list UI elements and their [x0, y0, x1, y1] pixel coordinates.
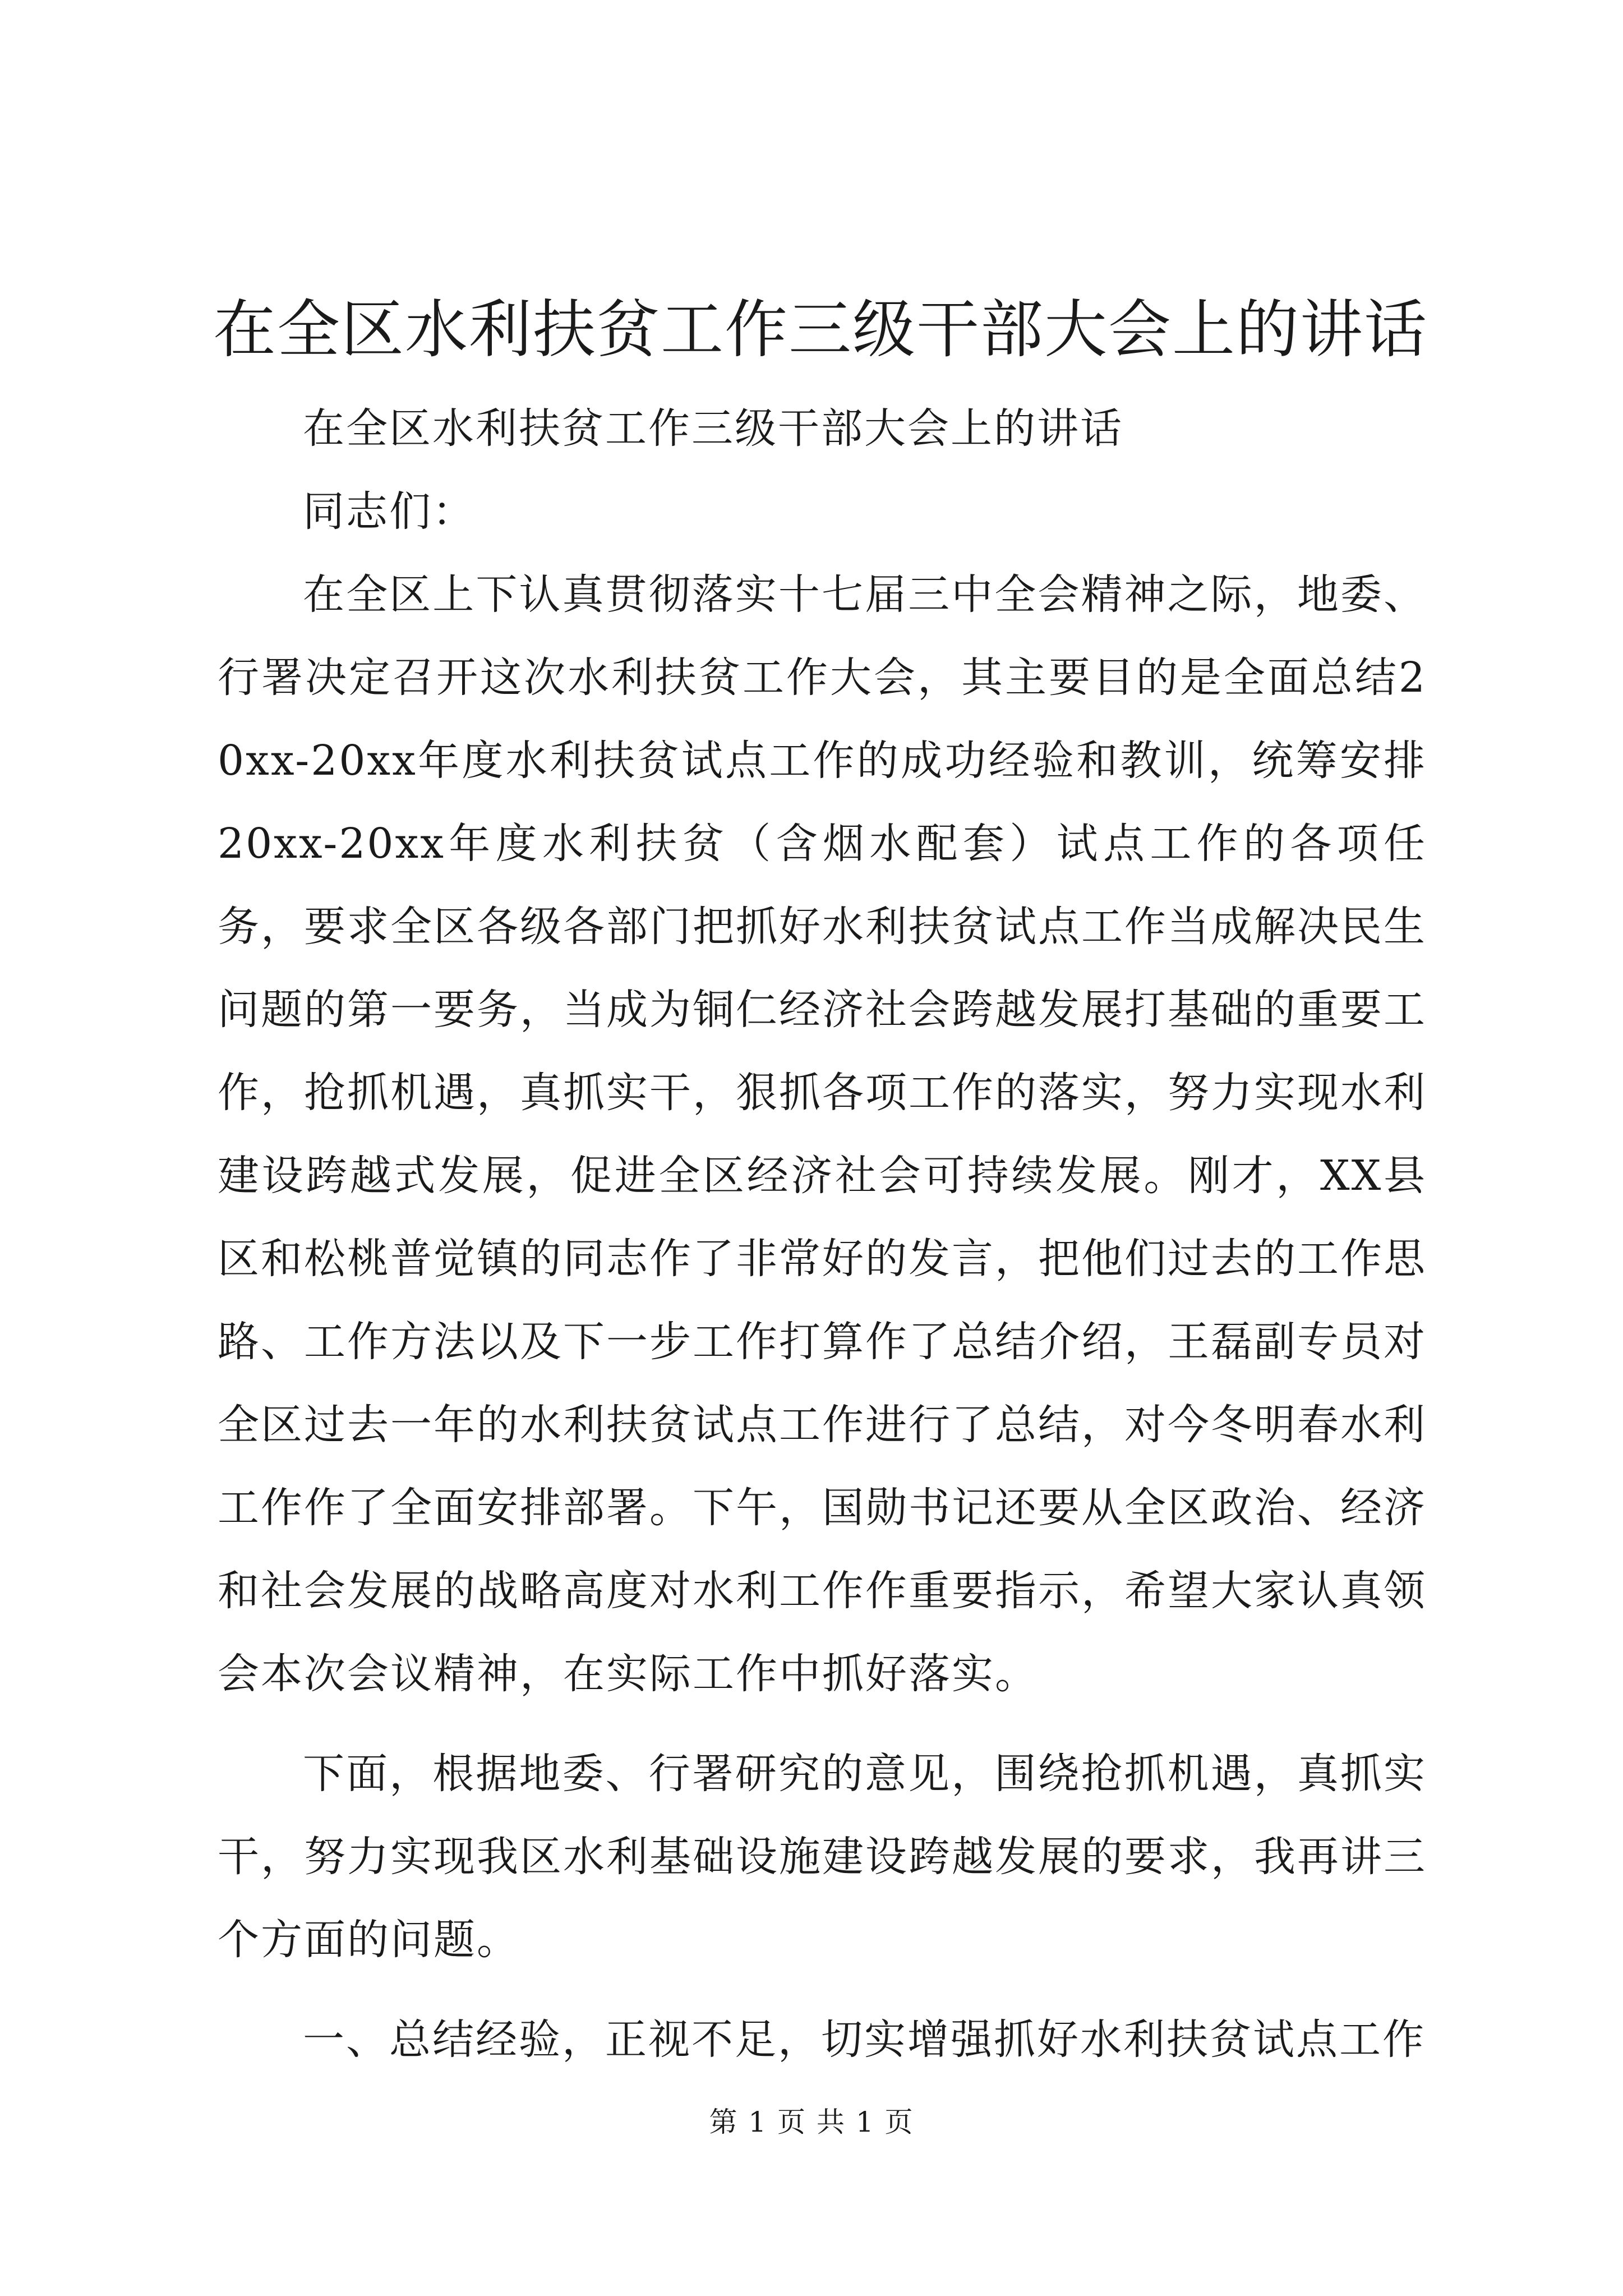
page-footer: 第 1 页 共 1 页	[709, 2106, 914, 2138]
document-body	[218, 387, 1427, 2081]
paragraph-2: 下面，根据地委、行署研究的意见，围绕抢抓机遇，真抓实干，努力实现我区水利基础设施建设跨越发展的要求，我再讲三个方面的问题。	[218, 1750, 1427, 1964]
paragraph-1: 在全区上下认真贯彻落实十七届三中全会精神之际，地委、行署决定召开这次水利扶贫工作大会，其主要目的是全面总结20xx-20xx年度水利扶贫试点工作的成功经验和教训，统筹安排20xx-20xx年度水利扶贫（含烟水配套）试点工作的各项任务，要求全区各级各部门把抓好水利扶贫试点工作当成解决民生问题的第一要务，当成为铜仁经济社会跨越发展打基础的重要工作，抢抓机遇，真抓实干，狠抓各项工作的落实，努力实现水利建设跨越式发展，促进全区经济社会可持续发展。刚才，XX县区和松桃普觉镇的同志作了非常好的发言，把他们过去的工作思路、工作方法以及下一步工作打算作了总结介绍，王磊副专员对全区过去一年的水利扶贫试点工作进行了总结，对今冬明春水利工作作了全面安排部署。下午，国勋书记还要从全区政治、经济和社会发展的战略高度对水利工作作重要指示，希望大家认真领会本次会议精神，在实际工作中抓好落实。	[218, 570, 1427, 1698]
section-heading-1: 一、总结经验，正视不足，切实增强抓好水利扶贫试点工作	[303, 2016, 1426, 2064]
document-title: 在全区水利扶贫工作三级干部大会上的讲话	[213, 293, 1428, 366]
subtitle-line: 在全区水利扶贫工作三级干部大会上的讲话	[303, 404, 1123, 453]
salutation: 同志们：	[303, 487, 476, 536]
